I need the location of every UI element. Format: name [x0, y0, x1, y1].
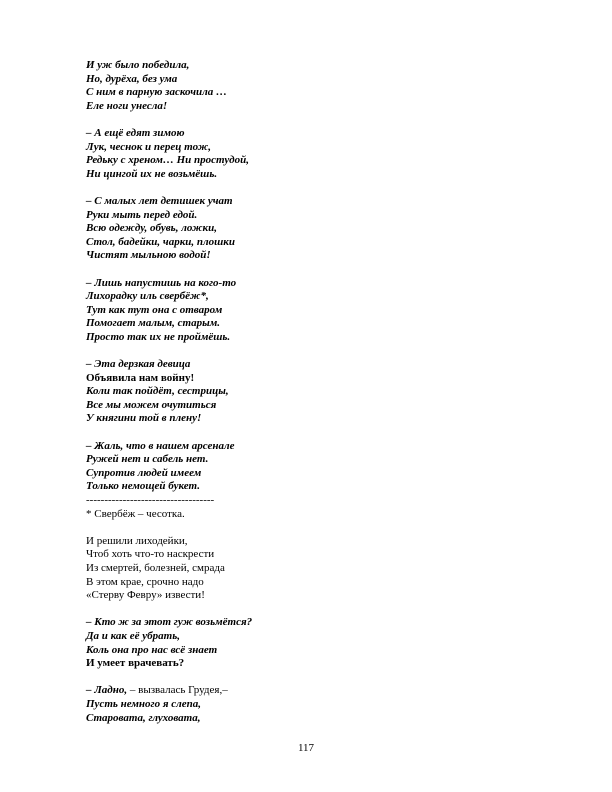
stanza-gap [86, 181, 546, 195]
poem-line: Коли так пойдёт, сестрицы, [86, 385, 229, 398]
stanza-gap [86, 113, 546, 127]
poem-line: Тут как тут она с отваром [86, 303, 223, 316]
stanza [86, 358, 546, 426]
poem-line: – Лишь напустишь на кого-то [86, 276, 237, 289]
poem-line: Объявила нам войну! [86, 371, 195, 384]
stanza-gap [86, 426, 546, 440]
poem-line: – Эта дерзкая девица [86, 358, 191, 371]
poem-line: Руки мыть перед едой. [86, 208, 198, 221]
poem-line: С ним в парную заскочила … [86, 86, 227, 99]
poem-line [86, 684, 546, 698]
stanza-gap [86, 521, 546, 535]
poem-line: Да и как её убрать, [86, 629, 180, 642]
stanza-gap [86, 603, 546, 617]
poem-line: Чистят мыльною водой! [86, 249, 211, 262]
poem-line: Ружей нет и сабель нет. [86, 453, 209, 466]
stanza-gap [86, 263, 546, 277]
poem-line: Все мы можем очутиться [86, 398, 217, 411]
poem-line: – Кто ж за этот гуж возьмётся? [86, 616, 253, 629]
stanza-gap [86, 344, 546, 358]
poem-line: Староватa, глуховата, [86, 711, 201, 724]
poem-line: Чтоб хоть что-то наскрести [86, 548, 215, 561]
poem-text [86, 59, 546, 725]
stanza [86, 440, 546, 522]
poem-line: Еле ноги унесла! [86, 99, 168, 112]
poem-line: Помогает малым, старым. [86, 317, 220, 330]
poem-line: У княгини той в плену! [86, 412, 202, 425]
poem-line: – Жаль, что в нашем арсенале [86, 439, 235, 452]
poem-line: Супротив людей имеем [86, 466, 202, 479]
footnote-separator: ----------------------------------- [86, 494, 215, 506]
narration-fragment: – вызвалась Грудея,– [127, 684, 228, 697]
poem-line: Редьку с хреном… Ни простудой, [86, 154, 249, 167]
poem-line: – С малых лет детишек учат [86, 194, 233, 207]
stanza [86, 127, 546, 181]
poem-line: Пусть немного я слепа, [86, 697, 202, 710]
poem-line: Только немощей букет. [86, 480, 200, 493]
poem-line: В этом крае, срочно надо [86, 575, 204, 588]
poem-line: И уж было победила, [86, 59, 190, 71]
poem-line: Коль она про нас всё знает [86, 643, 218, 656]
poem-line: Стол, бадейки, чарки, плошки [86, 235, 235, 248]
stanza [86, 277, 546, 345]
poem-line: Всю одежду, обувь, ложки, [86, 222, 217, 235]
stanza [86, 195, 546, 263]
footnote: * Свербёж – чесотка. [86, 507, 185, 520]
poem-line: Но, дурёха, без ума [86, 72, 178, 85]
stanza [86, 535, 546, 603]
poem-line: Ни цингой их не возьмёшь. [86, 167, 218, 180]
poem-line: И умеет врачевать? [86, 657, 185, 670]
page-number: 117 [297, 742, 315, 754]
poem-line: Лук, чеснок и перец тож, [86, 140, 212, 153]
poem-line: Лихорадку иль свербёж*, [86, 290, 209, 303]
stanza [86, 684, 546, 725]
speech-fragment: – Ладно, [86, 684, 128, 697]
stanza [86, 616, 546, 670]
stanza [86, 59, 546, 113]
poem-line: Просто так их не проймёшь. [86, 330, 231, 343]
poem-line: «Стерву Февру» извести! [86, 589, 205, 602]
poem-line: – А ещё едят зимою [86, 126, 185, 139]
poem-line: Из смертей, болезней, смрада [86, 561, 225, 574]
poem-line: И решили лиходейки, [86, 534, 188, 547]
stanza-gap [86, 671, 546, 685]
